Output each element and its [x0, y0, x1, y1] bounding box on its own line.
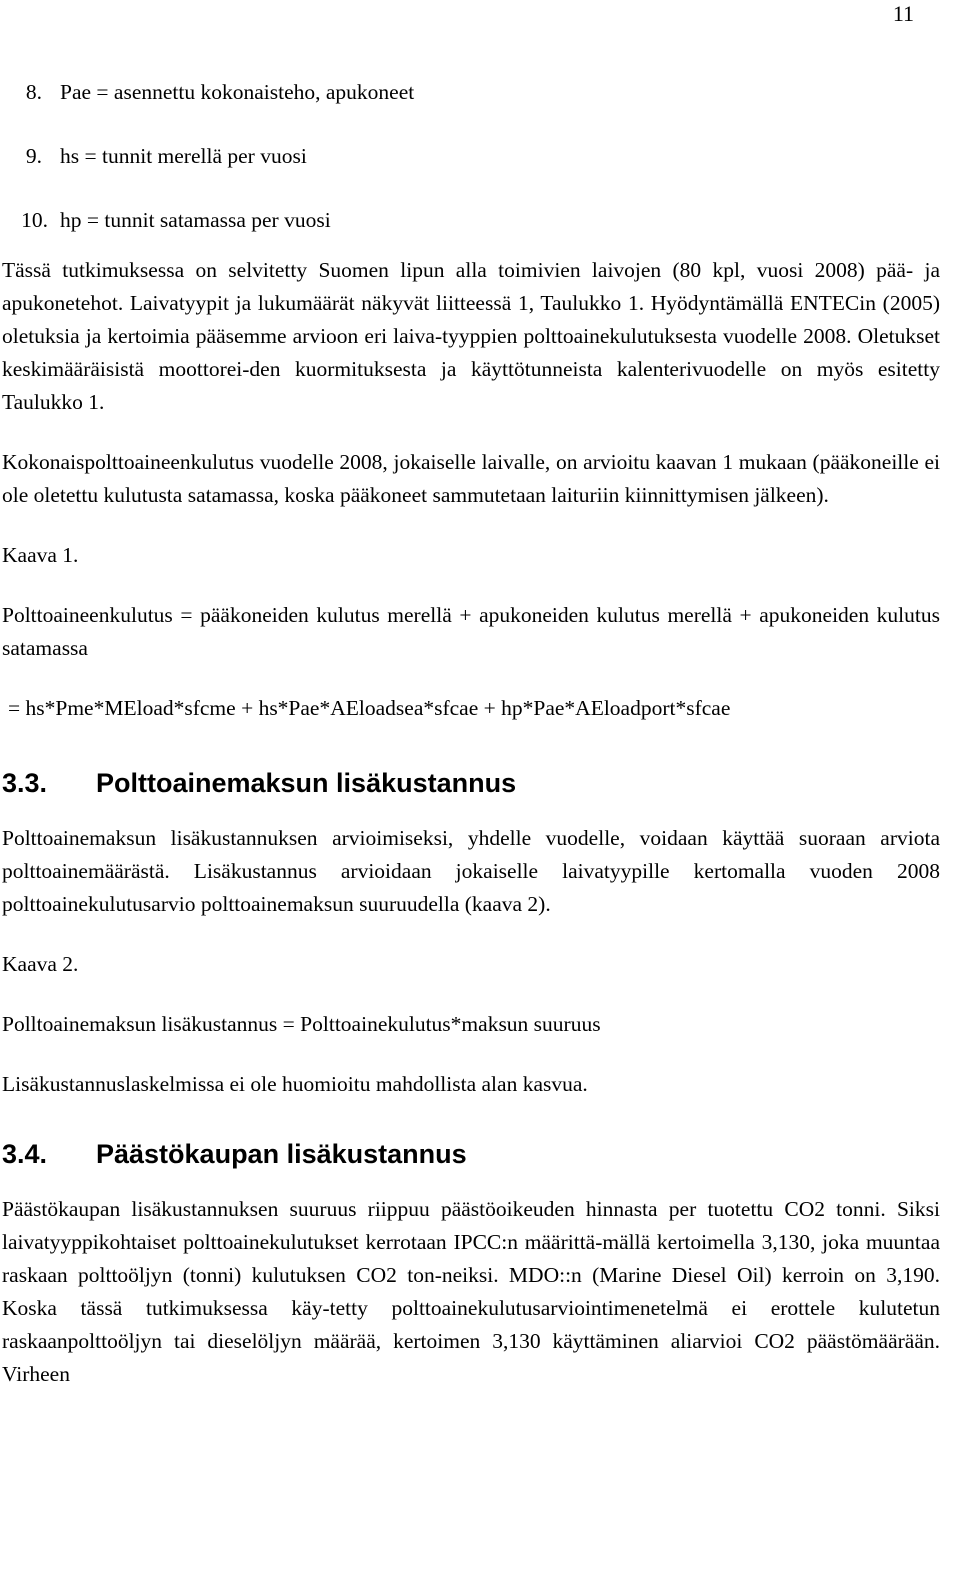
- formula-2-label: Kaava 2.: [2, 952, 79, 976]
- document-body: [2, 76, 940, 1391]
- paragraph-fuel-fee: Polttoainemaksun lisäkustannuksen arvioimiseksi, yhdelle vuodelle, voidaan käyttää suoraan arviota polttoainemäärästä. Lisäkustannus arvioidaan jokaiselle laivatyypille kertomalla vuoden 2008 polttoainekulutusarvio polttoainemaksun suuruudella (kaava 2).: [2, 826, 940, 916]
- section-heading-3-3: [2, 766, 940, 800]
- paragraph-growth-note: Lisäkustannuslaskelmissa ei ole huomioitu mahdollista alan kasvua.: [2, 1072, 588, 1096]
- formula-1-expression: = hs*Pme*MEload*sfcme + hs*Pae*AEloadsea*sfcae + hp*Pae*AEloadport*sfcae: [8, 696, 731, 720]
- section-title: Polttoainemaksun lisäkustannus: [96, 768, 517, 798]
- list-item-number: 8.: [25, 80, 42, 104]
- variable-list: [2, 76, 940, 236]
- paragraph-total-consumption: Kokonaispolttoaineenkulutus vuodelle 2008, jokaiselle laivalle, on arvioitu kaavan 1 mukaan (pääkoneille ei ole oletettu kulutusta satamassa, koska pääkoneet sammutetaan laituriin kiinnittymisen jälkeen).: [2, 450, 940, 507]
- list-item: [2, 140, 940, 172]
- list-item-number: 10.: [21, 208, 48, 232]
- paragraph-emissions-trading: Päästökaupan lisäkustannuksen suuruus riippuu päästöoikeuden hinnasta per tuotettu CO2 tonni. Siksi laivatyyppikohtaiset polttoainekulutukset kerrotaan IPCC:n määrittä-mällä kertoimella 3,130, joka muuntaa raskaan polttoöljyn (tonni) kulutuksen CO2 ton-neiksi. MDO::n (Marine Diesel Oil) kerroin on 3,190. Koska tässä tutkimuksessa käy-tetty polttoainekulutusarviointimenetelmä ei erottele kulutetun raskaanpolttoöljyn tai dieselöljyn määrää, kertoimen 3,130 käyttäminen aliarvioi CO2 päästömäärään. Virheen: [2, 1197, 940, 1386]
- list-item: [2, 204, 940, 236]
- list-item-text: hs = tunnit merellä per vuosi: [60, 144, 307, 168]
- list-item-number: 9.: [25, 144, 42, 168]
- section-title: Päästökaupan lisäkustannus: [96, 1139, 467, 1169]
- formula-1-text: Polttoaineenkulutus = pääkoneiden kulutus merellä + apukoneiden kulutus merellä + apukoneiden kulutus satamassa: [2, 603, 940, 660]
- formula-1-label: Kaava 1.: [2, 543, 79, 567]
- list-item-text: hp = tunnit satamassa per vuosi: [60, 208, 331, 232]
- section-heading-3-4: [2, 1137, 940, 1171]
- formula-2-text: Polltoainemaksun lisäkustannus = Polttoainekulutus*maksun suuruus: [2, 1012, 601, 1036]
- section-number: 3.4.: [2, 1139, 48, 1169]
- section-number: 3.3.: [2, 768, 48, 798]
- list-item-text: Pae = asennettu kokonaisteho, apukoneet: [60, 80, 415, 104]
- paragraph-ship-survey: Tässä tutkimuksessa on selvitetty Suomen lipun alla toimivien laivojen (80 kpl, vuosi 2008) pää- ja apukonetehot. Laivatyypit ja lukumäärät näkyvät liitteessä 1, Taulukko 1. Hyödyntämällä ENTECin (2005) oletuksia ja kertoimia pääsemme arvioon eri laiva-tyyppien polttoainekulutuksesta vuodelle 2008. Oletukset keskimääräisistä moottorei-den kuormituksesta ja käyttötunneista kalenterivuodelle on myös esitetty Taulukko 1.: [2, 258, 940, 414]
- page-number: 11: [892, 1, 914, 26]
- list-item: [2, 76, 940, 108]
